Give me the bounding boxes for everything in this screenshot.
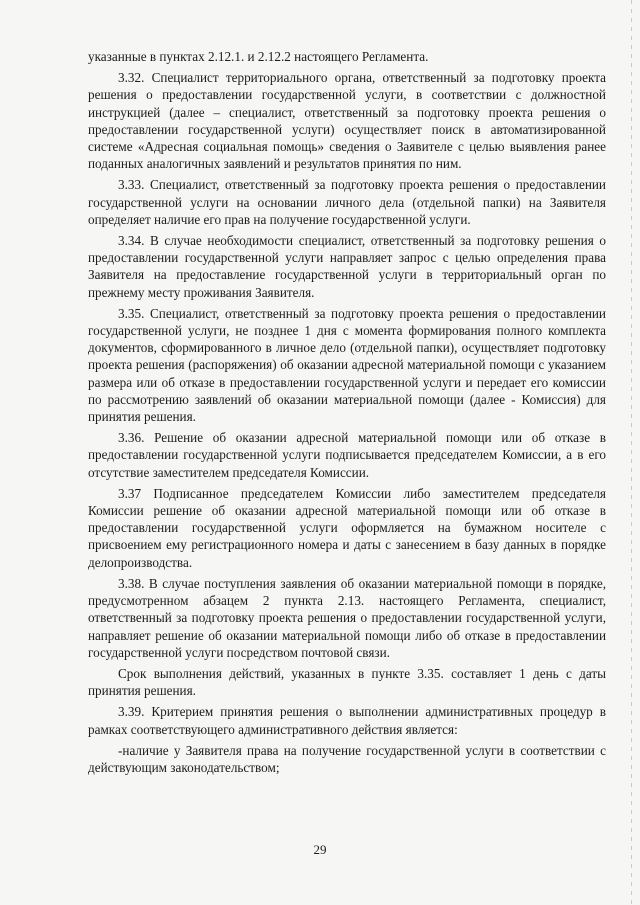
document-body [88, 48, 606, 780]
paragraph: Срок выполнения действий, указанных в пункте 3.35. составляет 1 день с даты принятия решения. [88, 665, 606, 699]
paragraph: 3.35. Специалист, ответственный за подготовку проекта решения о предоставлении государственной услуги, не позднее 1 дня с момента формирования полного комплекта документов, сформированного в личное дело (отдельной папки), осуществляет подготовку проекта решения (распоряжения) об оказании адресной материальной помощи с указанием размера или об отказе в предоставлении государственной услуги и передает его комиссии по рассмотрению заявлений об оказании материальной помощи (далее - Комиссия) для принятия решения. [88, 305, 606, 425]
page-number: 29 [313, 842, 327, 857]
paragraph: 3.34. В случае необходимости специалист, ответственный за подготовку решения о предоставлении государственной услуги направляет запрос с целью определения права Заявителя на предоставление государственной услуги в территориальный орган по прежнему месту проживания Заявителя. [88, 233, 606, 300]
paragraph: 3.37 Подписанное председателем Комиссии либо заместителем председателя Комиссии решение об оказании адресной материальной помощи или об отказе в предоставлении государственной услуги оформляется на бумажном носителе с присвоением ему регистрационного номера и даты с занесением в базу данных в порядке делопроизводства. [88, 485, 606, 570]
paragraph: 3.36. Решение об оказании адресной материальной помощи или об отказе в предоставлении государственной услуги подписывается председателем Комиссии, а в его отсутствие заместителем председателя Комиссии. [88, 430, 606, 480]
paragraph: 3.38. В случае поступления заявления об оказании материальной помощи в порядке, предусмотренном абзацем 2 пункта 2.13. настоящего Регламента, специалист, ответственный за подготовку проекта решения о предоставлении государственной услуги, направляет решение об оказании материальной помощи либо об отказе в предоставлении государственной услуги посредством почтовой связи. [88, 575, 606, 660]
scan-edge-line [631, 0, 632, 905]
paragraph: 3.39. Критерием принятия решения о выполнении административных процедур в рамках соответствующего административного действия является: [88, 704, 606, 737]
paragraph: -наличие у Заявителя права на получение государственной услуги в соответствии с действующим законодательством; [88, 742, 606, 775]
paragraph: 3.32. Специалист территориального органа, ответственный за подготовку проекта решения о предоставлении государственной услуги, в соответствии с должностной инструкцией (далее – специалист, ответственный за подготовку проекта решения о предоставлении государственной услуги) осуществляет поиск в автоматизированной системе «Адресная социальная помощь» сведения о Заявителе с целью выявления ранее поданных аналогичных заявлений и результатов принятия по ним. [88, 70, 606, 172]
paragraph: 3.33. Специалист, ответственный за подготовку проекта решения о предоставлении государственной услуги на основании личного дела (отдельной папки) на Заявителя определяет наличие его прав на получение государственной услуги. [88, 177, 606, 227]
paragraph: указанные в пунктах 2.12.1. и 2.12.2 настоящего Регламента. [88, 49, 429, 64]
